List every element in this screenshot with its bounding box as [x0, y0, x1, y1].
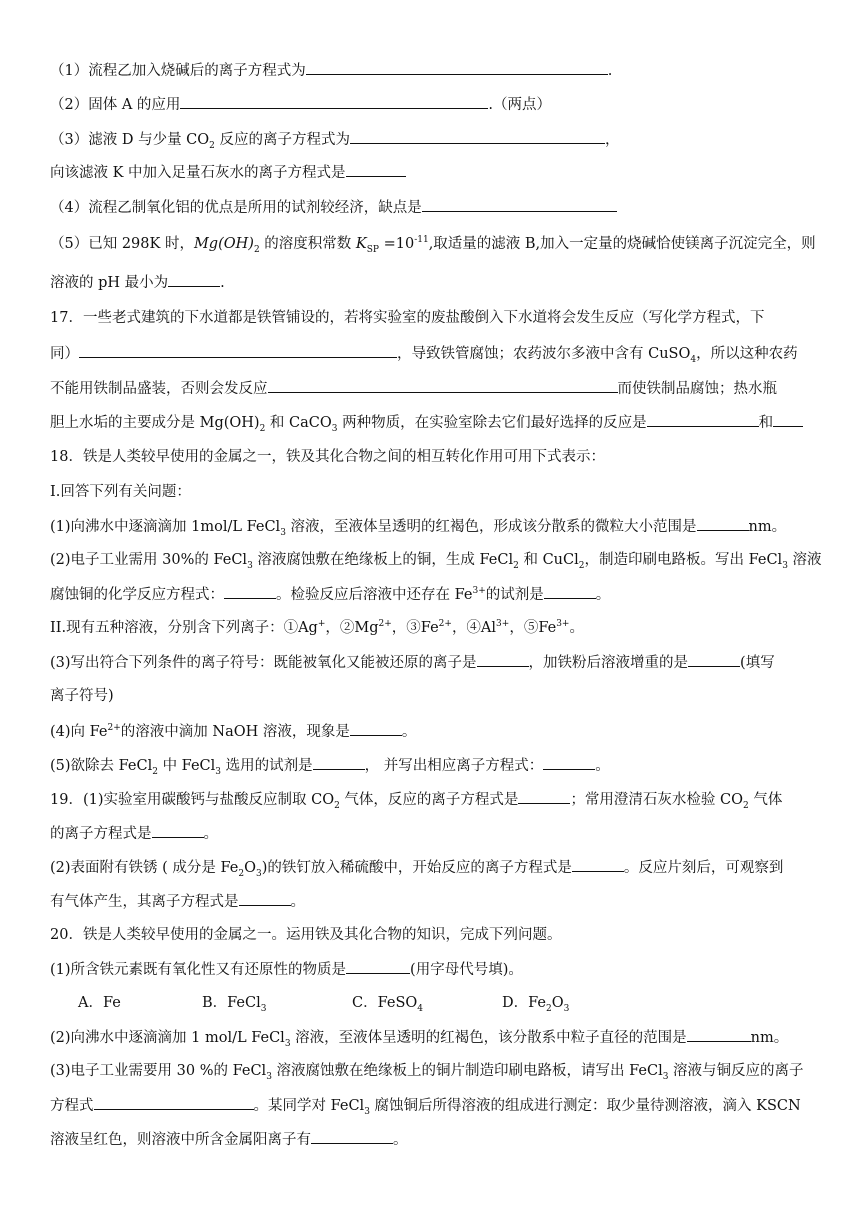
- text: 。: [595, 758, 610, 774]
- sup: 2+: [438, 619, 452, 630]
- answer-blank[interactable]: [313, 755, 365, 770]
- text: I.回答下列有关问题：: [50, 484, 191, 500]
- answer-blank[interactable]: [544, 584, 596, 599]
- sup: 2+: [378, 619, 392, 630]
- q17-line1: [50, 308, 815, 328]
- sub: 3: [280, 527, 286, 538]
- text: 腐蚀铜的化学反应方程式：: [50, 587, 224, 603]
- text: 气体，反应的离子方程式是: [339, 792, 519, 808]
- sup: 3+: [472, 586, 486, 597]
- text: (2)电子工业需用 30%的 FeCl: [50, 552, 248, 568]
- text: 溶液，至液体呈透明的红褐色，形成该分散系的微粒大小范围是: [285, 519, 697, 535]
- q19-line2: [50, 823, 815, 844]
- answer-blank[interactable]: [477, 652, 529, 667]
- answer-blank[interactable]: [688, 652, 740, 667]
- answer-blank[interactable]: [518, 789, 570, 804]
- text: 的离子方程式是: [50, 826, 152, 842]
- text: 。某同学对 FeCl: [253, 1098, 365, 1114]
- text: 。: [203, 826, 218, 842]
- q18-line2: [50, 482, 815, 502]
- text: 有气体产生，其离子方程式是: [50, 894, 239, 910]
- option-d-label: D．Fe: [502, 995, 546, 1011]
- sup: -11: [414, 235, 429, 246]
- sub: 2: [259, 423, 266, 434]
- text: 溶液，至液体呈透明的红褐色，该分散系中粒子直径的范围是: [290, 1030, 687, 1046]
- sub: 3: [256, 868, 262, 879]
- text: 溶液与铜反应的离子: [668, 1063, 804, 1079]
- text: 和: [758, 415, 774, 431]
- sub: 3: [215, 766, 222, 777]
- q20-options: [78, 993, 843, 1013]
- formula: K: [355, 236, 367, 252]
- q18-line10: [50, 755, 815, 776]
- sub: 4: [690, 354, 697, 365]
- text: (3)写出符合下列条件的离子符号：既能被氧化又能被还原的离子是: [50, 655, 477, 671]
- answer-blank[interactable]: [311, 1129, 393, 1144]
- text: (用字母代号填)。: [410, 962, 523, 978]
- text: 方程式: [50, 1098, 94, 1114]
- text: ，③Fe: [391, 620, 439, 636]
- text: ,取适量的滤液 B,加入一定量的烧碱恰使镁离子沉淀完全，则: [428, 236, 816, 252]
- sup: +: [317, 619, 326, 630]
- q19-line4: [50, 891, 815, 912]
- sub: 2: [334, 800, 340, 811]
- text: 的溶液中滴加 NaOH 溶液，现象是: [120, 724, 350, 740]
- q20-line6: [50, 1095, 815, 1116]
- answer-blank[interactable]: [687, 1027, 751, 1042]
- option-c[interactable]: [352, 993, 502, 1013]
- text: (填写: [740, 655, 775, 671]
- text: II.现有五种溶液，分别含下列离子：①Ag: [50, 620, 318, 636]
- q18-line3: [50, 516, 815, 537]
- answer-blank[interactable]: [168, 272, 220, 287]
- q16-part1: [50, 60, 815, 81]
- q16-part5: [50, 234, 815, 254]
- option-a[interactable]: [78, 993, 202, 1013]
- answer-blank[interactable]: [422, 197, 617, 212]
- option-c-label: C．FeSO: [352, 995, 418, 1011]
- q16-part2-text: （2）固体 A 的应用: [50, 97, 181, 113]
- option-d[interactable]: [502, 993, 569, 1013]
- text: 气体: [748, 792, 783, 808]
- answer-blank[interactable]: [180, 94, 488, 109]
- answer-blank[interactable]: [79, 343, 397, 358]
- text: O: [551, 995, 564, 1011]
- sub: 2: [152, 766, 158, 777]
- text: 和 CaCO: [265, 415, 332, 431]
- q17-line4: [50, 412, 815, 433]
- answer-blank[interactable]: [152, 823, 204, 838]
- option-b-label: B．FeCl: [202, 995, 261, 1011]
- answer-blank[interactable]: [572, 857, 624, 872]
- text: （5）已知 298K 时，: [50, 236, 194, 252]
- q18-line6: [50, 618, 815, 638]
- text: (3)电子工业需要用 30 %的 FeCl: [50, 1063, 267, 1079]
- text: 。反应片刻后，可观察到: [623, 860, 784, 876]
- text: ，加铁粉后溶液增重的是: [528, 655, 689, 671]
- q16-part3b: [50, 162, 815, 183]
- text: 溶液的 pH 最小为: [50, 275, 169, 291]
- q20-line4: [50, 1027, 815, 1048]
- sup: 2+: [107, 723, 121, 734]
- sub: 2: [238, 868, 245, 879]
- text: 同）: [50, 346, 79, 362]
- answer-blank[interactable]: [350, 721, 402, 736]
- text: （3）滤液 D 与少量 CO: [50, 132, 210, 148]
- q18-line8: [50, 686, 815, 706]
- text: 反应的离子方程式为: [214, 132, 351, 148]
- sub: 2: [578, 560, 585, 571]
- answer-blank[interactable]: [239, 891, 291, 906]
- answer-blank[interactable]: [346, 959, 410, 974]
- q18-line5: [50, 584, 815, 605]
- text: 17．一些老式建筑的下水道都是铁管铺设的，若将实验室的废盐酸倒入下水道将会发生反应（写化学方程式，下: [50, 310, 765, 326]
- sub: 3: [260, 1003, 267, 1014]
- sub: 3: [247, 560, 253, 571]
- formula: Mg(OH): [193, 236, 254, 252]
- sub: 3: [563, 1003, 570, 1014]
- text: 腐蚀铜后所得溶液的组成进行测定：取少量待测溶液，滴入 KSCN: [369, 1098, 801, 1114]
- answer-blank[interactable]: [94, 1095, 254, 1110]
- text: 。: [595, 587, 611, 603]
- punct: .（两点）: [488, 97, 552, 113]
- text: ，⑤Fe: [509, 620, 557, 636]
- q18-line4: [50, 550, 822, 571]
- answer-blank[interactable]: [224, 584, 276, 599]
- sub: 2: [513, 560, 519, 571]
- text: (1)向沸水中逐滴滴加 1mol/L FeCl: [50, 519, 281, 535]
- q18-line9: [50, 721, 815, 742]
- text: 不能用铁制品盛装，否则会发反应: [50, 381, 268, 397]
- sub: 2: [545, 1003, 552, 1014]
- answer-blank[interactable]: [346, 162, 406, 177]
- sub: 4: [417, 1003, 423, 1014]
- sub: 3: [284, 1038, 291, 1049]
- q19-line1: [50, 789, 815, 810]
- q18-line1: [50, 447, 815, 467]
- text: (2)表面附有铁锈 ( 成分是 Fe: [50, 860, 239, 876]
- sub: SP: [366, 244, 379, 255]
- text: 。: [569, 620, 584, 636]
- text: 。: [290, 894, 305, 910]
- text: 离子符号): [50, 688, 114, 704]
- text: ，所以这种农药: [696, 346, 798, 362]
- text: nm。: [750, 1030, 789, 1046]
- text: (1)所含铁元素既有氧化性又有还原性的物质是: [50, 962, 347, 978]
- text: ，④Al: [451, 620, 497, 636]
- text: 向该滤液 K 中加入足量石灰水的离子方程式是: [50, 165, 346, 181]
- q20-line2: [50, 959, 815, 980]
- q16-part1-text: （1）流程乙加入烧碱后的离子方程式为: [50, 63, 306, 79]
- sub: 2: [253, 244, 260, 255]
- q17-line2: [50, 343, 815, 364]
- q16-part2: [50, 94, 815, 115]
- punct: .: [607, 63, 613, 79]
- text: (4)向 Fe: [50, 724, 108, 740]
- sub: 3: [782, 560, 788, 571]
- answer-blank[interactable]: [543, 755, 595, 770]
- text: )的铁钉放入稀硫酸中，开始反应的离子方程式是: [261, 860, 572, 876]
- text: 和 CuCl: [518, 552, 579, 568]
- q20-line1: [50, 925, 815, 945]
- punct: .: [220, 275, 225, 291]
- text: 而使铁制品腐蚀；热水瓶: [617, 381, 777, 397]
- text: (2)向沸水中逐滴滴加 1 mol/L FeCl: [50, 1030, 285, 1046]
- q16-part5b: [50, 272, 815, 293]
- text: ，制造印刷电路板。写出 FeCl: [584, 552, 783, 568]
- q16-part4: [50, 197, 815, 218]
- q18-line7: [50, 652, 815, 673]
- sub: 2: [743, 800, 749, 811]
- answer-blank[interactable]: [350, 129, 605, 144]
- text: 20．铁是人类较早使用的金属之一。运用铁及其化合物的知识，完成下列问题。: [50, 927, 562, 943]
- q17-line3: [50, 378, 815, 399]
- sub: 3: [662, 1071, 669, 1082]
- sup: 3+: [556, 619, 570, 630]
- q20-line5: [50, 1061, 815, 1081]
- text: 。: [401, 724, 417, 740]
- option-b[interactable]: [202, 993, 352, 1013]
- text: (5)欲除去 FeCl: [50, 758, 153, 774]
- text: （4）流程乙制氧化铝的优点是所用的试剂较经济，缺点是: [50, 200, 422, 216]
- text: 19．(1)实验室用碳酸钙与盐酸反应制取 CO: [50, 792, 335, 808]
- text: 。: [393, 1132, 408, 1148]
- answer-blank[interactable]: [268, 378, 618, 393]
- answer-blank[interactable]: [647, 412, 759, 427]
- text: 溶液呈红色，则溶液中所含金属阳离子有: [50, 1132, 311, 1148]
- text: 溶液腐蚀敷在绝缘板上的铜片制造印刷电路板，请写出 FeCl: [271, 1063, 663, 1079]
- text: 两种物质，在实验室除去它们最好选择的反应是: [337, 415, 647, 431]
- punct: ，: [605, 132, 620, 148]
- sup: 3+: [496, 619, 510, 630]
- sub: 3: [364, 1106, 370, 1117]
- text: 。检验反应后溶液中还存在 Fe: [276, 587, 473, 603]
- text: 中 FeCl: [157, 758, 216, 774]
- sub: 3: [331, 423, 338, 434]
- text: ；常用澄清石灰水检验 CO: [570, 792, 744, 808]
- text: ，导致铁管腐蚀；农药波尔多液中含有 CuSO: [397, 346, 691, 362]
- answer-blank[interactable]: [306, 60, 608, 75]
- text: 溶液腐蚀敷在绝缘板上的铜，生成 FeCl: [252, 552, 514, 568]
- text: 的试剂是: [485, 587, 544, 603]
- option-a-label: A．Fe: [78, 995, 121, 1011]
- q19-line3: [50, 857, 815, 878]
- answer-blank[interactable]: [697, 516, 749, 531]
- answer-blank[interactable]: [773, 412, 803, 427]
- sub: 2: [209, 140, 215, 151]
- text: 选用的试剂是: [221, 758, 313, 774]
- text: 胆上水垢的主要成分是 Mg(OH): [50, 415, 260, 431]
- q16-part3: [50, 129, 815, 150]
- text: 的溶度积常数: [259, 236, 356, 252]
- text: ， 并写出相应离子方程式：: [364, 758, 544, 774]
- text: 溶液: [787, 552, 822, 568]
- sub: 3: [266, 1071, 272, 1082]
- text: =10: [378, 236, 415, 252]
- text: 18．铁是人类较早使用的金属之一，铁及其化合物之间的相互转化作用可用下式表示：: [50, 449, 605, 465]
- text: ，②Mg: [325, 620, 379, 636]
- q20-line7: [50, 1129, 815, 1150]
- text: O: [244, 860, 256, 876]
- text: nm。: [748, 519, 787, 535]
